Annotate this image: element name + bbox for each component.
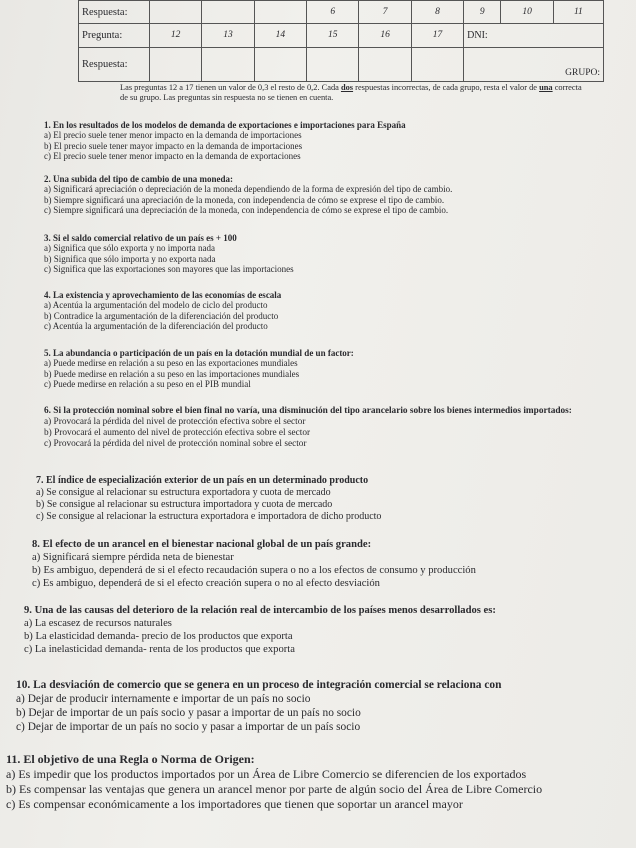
note-emphasis: una <box>539 83 553 92</box>
grupo-field: GRUPO: <box>464 47 604 81</box>
question-10 <box>16 678 606 734</box>
question-number: 9 <box>464 1 501 24</box>
question-stem: 10. La desviación de comercio que se genera en un proceso de integración comercial se relaciona con <box>16 679 502 691</box>
option-b: b) Siempre significará una apreciación de la moneda, con independencia de cómo se exprese el tipo de cambio. <box>44 194 445 205</box>
question-stem: 7. El índice de especialización exterior de un país en un determinado producto <box>36 475 369 486</box>
question-3 <box>44 233 634 275</box>
question-6 <box>44 406 632 450</box>
answer-cell <box>254 1 306 24</box>
question-number: 7 <box>359 1 411 24</box>
option-a: a) Se consigue al relacionar su estructura exportadora y cuota de mercado <box>36 487 331 498</box>
option-b: b) Contradice la argumentación de la diferenciación del producto <box>44 310 279 321</box>
option-a: a) Provocará la pérdida del nivel de protección efectiva sobre el sector <box>44 417 306 427</box>
question-5 <box>44 348 634 390</box>
option-b: b) Es compensar las ventajas que genera un arancel menor por parte de algún socio del Área de Libre Comercio <box>6 782 543 796</box>
question-number: 15 <box>307 24 359 47</box>
option-b: b) El precio suele tener mayor impacto en la demanda de importaciones <box>44 140 303 151</box>
question-number: 8 <box>411 1 463 24</box>
answer-grid <box>78 0 604 82</box>
option-c: c) Puede medirse en relación a su peso en el PIB mundial <box>44 379 251 390</box>
option-a: a) Puede medirse en relación a su peso en las exportaciones mundiales <box>44 358 298 369</box>
note-emphasis: dos <box>340 83 354 92</box>
option-a: a) Dejar de producir internamente e importar de un país no socio <box>16 693 311 705</box>
option-c: c) Se consigue al relacionar la estructura exportadora e importadora de dicho producto <box>36 511 382 522</box>
question-stem: 11. El objetivo de una Regla o Norma de Origen: <box>6 752 255 766</box>
option-a: a) Acentúa la argumentación del modelo de ciclo del producto <box>44 300 268 311</box>
answer-cell <box>202 1 254 24</box>
question-stem: 5. La abundancia o participación de un país en la dotación mundial de un factor: <box>44 348 354 358</box>
question-stem: 2. Una subida del tipo de cambio de una moneda: <box>44 174 234 184</box>
option-a: a) Es impedir que los productos importados por un Área de Libre Comercio se diferencien de los exportados <box>6 767 527 781</box>
question-9 <box>24 604 614 656</box>
answer-cell <box>150 47 202 81</box>
answer-cell <box>307 47 359 81</box>
question-2 <box>44 174 634 216</box>
question-1 <box>44 120 634 162</box>
question-stem: 6. Si la protección nominal sobre el bien final no varía, una disminución del tipo arancelario sobre los bienes intermedios importados: <box>44 406 572 416</box>
question-number: 6 <box>307 1 359 24</box>
option-a: a) La escasez de recursos naturales <box>24 618 172 629</box>
respuesta-label-bottom: Respuesta: <box>79 47 150 81</box>
question-11 <box>6 752 596 812</box>
answer-cell <box>202 47 254 81</box>
option-b: b) Provocará el aumento del nivel de protección efectiva sobre el sector <box>44 428 311 438</box>
note-text: respuestas incorrectas, de cada grupo, resta el valor de <box>353 83 540 92</box>
option-a: a) Significará apreciación o depreciación de la moneda dependiendo de la forma de expresión del tipo de cambio. <box>44 184 453 195</box>
option-c: c) Es compensar económicamente a los importadores que tienen que soportar un arancel mayor <box>6 797 463 811</box>
question-number: 12 <box>150 24 202 47</box>
pregunta-label: Pregunta: <box>79 24 150 47</box>
question-number: 16 <box>359 24 411 47</box>
option-c: c) Es ambiguo, dependerá de si el efecto creación supera o no al efecto desviación <box>32 578 380 589</box>
scoring-note <box>120 83 590 102</box>
note-text: Las preguntas 12 a 17 tienen un valor de 0,3 el resto de 0,2. Cada <box>120 83 341 92</box>
answer-cell <box>254 47 306 81</box>
question-stem: 1. En los resultados de los modelos de demanda de exportaciones e importaciones para España <box>44 120 406 130</box>
question-number: 13 <box>202 24 254 47</box>
question-number: 11 <box>553 1 603 24</box>
question-stem: 3. Si el saldo comercial relativo de un país es + 100 <box>44 233 237 243</box>
option-b: b) Es ambiguo, dependerá de si el efecto recaudación supera o no a los efectos de consumo y producción <box>32 565 476 576</box>
option-c: c) Significa que las exportaciones son mayores que las importaciones <box>44 264 294 275</box>
option-c: c) Acentúa la argumentación de la diferenciación del producto <box>44 321 268 332</box>
question-8 <box>32 538 622 590</box>
question-7 <box>36 475 626 523</box>
option-c: c) La inelasticidad demanda- renta de los productos que exporta <box>24 644 295 655</box>
option-a: a) Significa que sólo exporta y no importa nada <box>44 243 215 254</box>
option-b: b) Se consigue al relacionar su estructura importadora y cuota de mercado <box>36 499 333 510</box>
answer-cell <box>411 47 463 81</box>
question-4 <box>44 290 634 332</box>
option-c: c) Siempre significará una depreciación de la moneda, con independencia de cómo se exprese el tipo de cambio. <box>44 205 449 216</box>
option-b: b) La elasticidad demanda- precio de los productos que exporta <box>24 631 293 642</box>
dni-field: DNI: <box>464 24 604 47</box>
option-c: c) Provocará la pérdida del nivel de protección nominal sobre el sector <box>44 439 307 449</box>
question-number: 10 <box>501 1 553 24</box>
answer-cell <box>150 1 202 24</box>
option-a: a) El precio suele tener menor impacto en la demanda de importaciones <box>44 130 302 141</box>
option-a: a) Significará siempre pérdida neta de bienestar <box>32 552 234 563</box>
question-stem: 9. Una de las causas del deterioro de la relación real de intercambio de los países menos desarrollados es: <box>24 605 496 616</box>
option-c: c) El precio suele tener menor impacto en la demanda de exportaciones <box>44 151 301 162</box>
option-b: b) Dejar de importar de un país socio y pasar a importar de un país no socio <box>16 707 361 719</box>
note-text: correcta de su grupo. Las preguntas sin respuesta no se tienen en cuenta. <box>120 83 582 102</box>
option-b: b) Significa que sólo importa y no exporta nada <box>44 253 216 264</box>
question-stem: 4. La existencia y aprovechamiento de las economías de escala <box>44 290 282 300</box>
respuesta-label-top: Respuesta: <box>79 1 150 24</box>
question-stem: 8. El efecto de un arancel en el bienestar nacional global de un país grande: <box>32 539 372 550</box>
option-c: c) Dejar de importar de un país no socio y pasar a importar de un país socio <box>16 721 361 733</box>
question-number: 17 <box>411 24 463 47</box>
question-number: 14 <box>254 24 306 47</box>
option-b: b) Puede medirse en relación a su peso en las importaciones mundiales <box>44 368 300 379</box>
answer-cell <box>359 47 411 81</box>
